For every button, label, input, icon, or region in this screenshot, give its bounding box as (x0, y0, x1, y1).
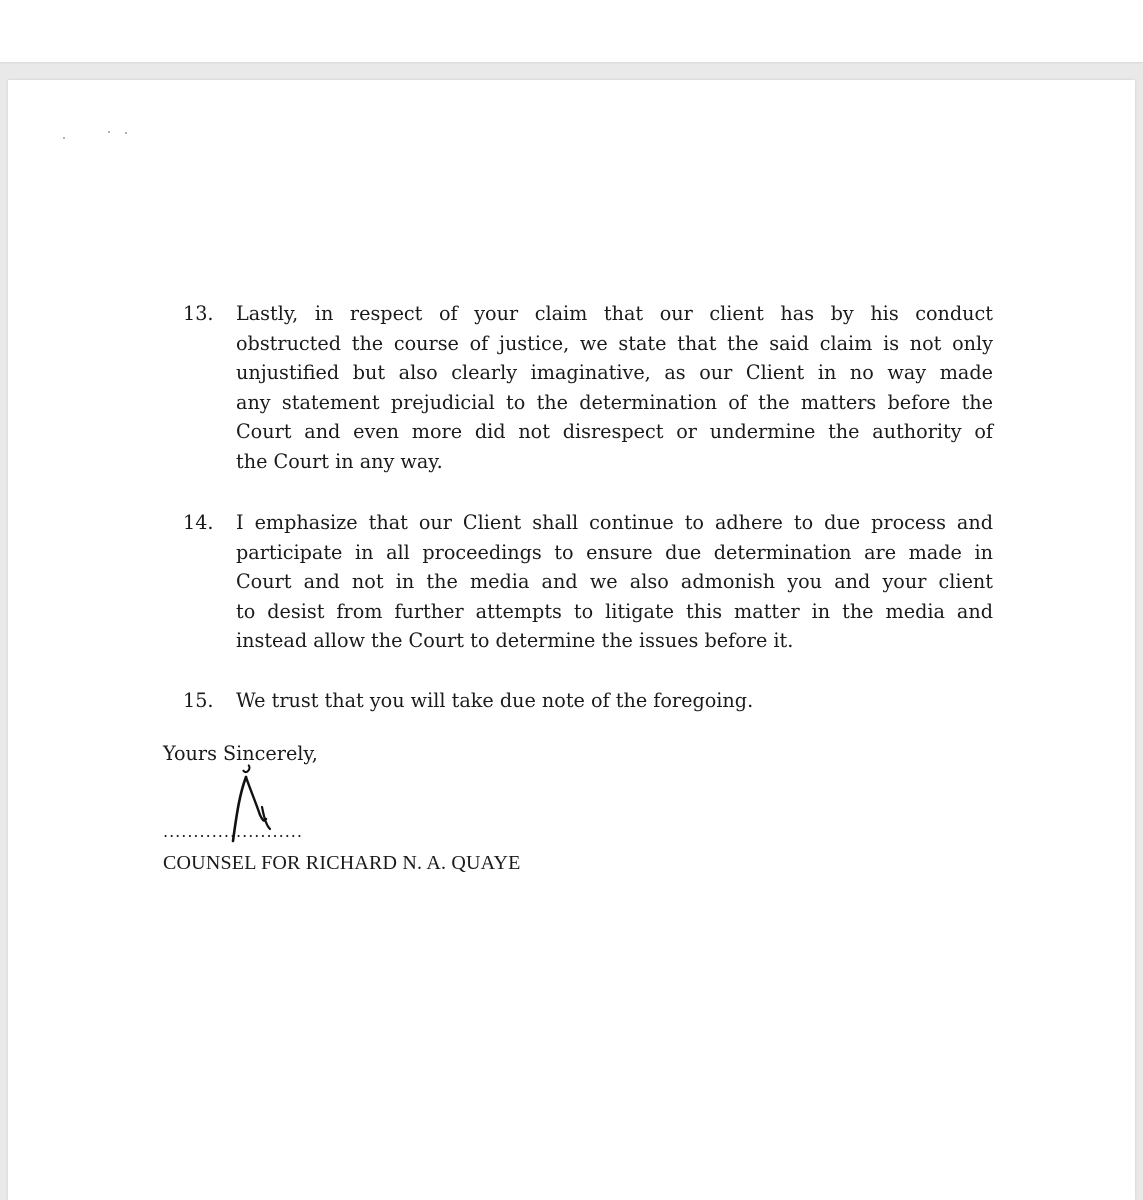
scan-speck (125, 132, 127, 134)
paragraph-line: any statement prejudicial to the determination of the matters before the (236, 390, 993, 414)
scan-speck (108, 131, 110, 133)
paragraph-line: obstructed the course of justice, we state that the said claim is not only (236, 331, 993, 355)
letter-page (8, 80, 1135, 1200)
paragraph-15 (183, 686, 993, 716)
paragraph-line: I emphasize that our Client shall continue to adhere to due process and (236, 511, 993, 534)
paragraph-line: Court and not in the media and we also admonish you and your client (236, 570, 993, 594)
paragraph-line: instead allow the Court to determine the issues before it. (236, 629, 794, 653)
paragraph-line: We trust that you will take due note of the foregoing. (236, 689, 754, 712)
paragraph-number: 14. (183, 511, 214, 534)
paragraph-13 (183, 299, 993, 477)
paragraph-number: 15. (183, 689, 214, 712)
previous-page-bottom (0, 0, 1143, 62)
paragraph-14 (183, 508, 993, 656)
signatory-title: COUNSEL FOR RICHARD N. A. QUAYE (163, 852, 521, 874)
paragraph-line: the Court in any way. (236, 449, 443, 473)
signature-line: ....................... (163, 822, 303, 841)
paragraph-line: Lastly, in respect of your claim that our client has by his conduct (236, 302, 993, 325)
paragraph-line: unjustified but also clearly imaginative, as our Client in no way made (236, 361, 993, 385)
paragraph-line: to desist from further attempts to litigate this matter in the media and (236, 599, 993, 623)
paragraph-line: participate in all proceedings to ensure due determination are made in (236, 540, 993, 564)
scan-speck (63, 137, 65, 139)
paragraph-line: Court and even more did not disrespect or undermine the authority of (236, 420, 993, 444)
paragraph-number: 13. (183, 302, 214, 325)
closing-salutation: Yours Sincerely, (163, 742, 318, 765)
